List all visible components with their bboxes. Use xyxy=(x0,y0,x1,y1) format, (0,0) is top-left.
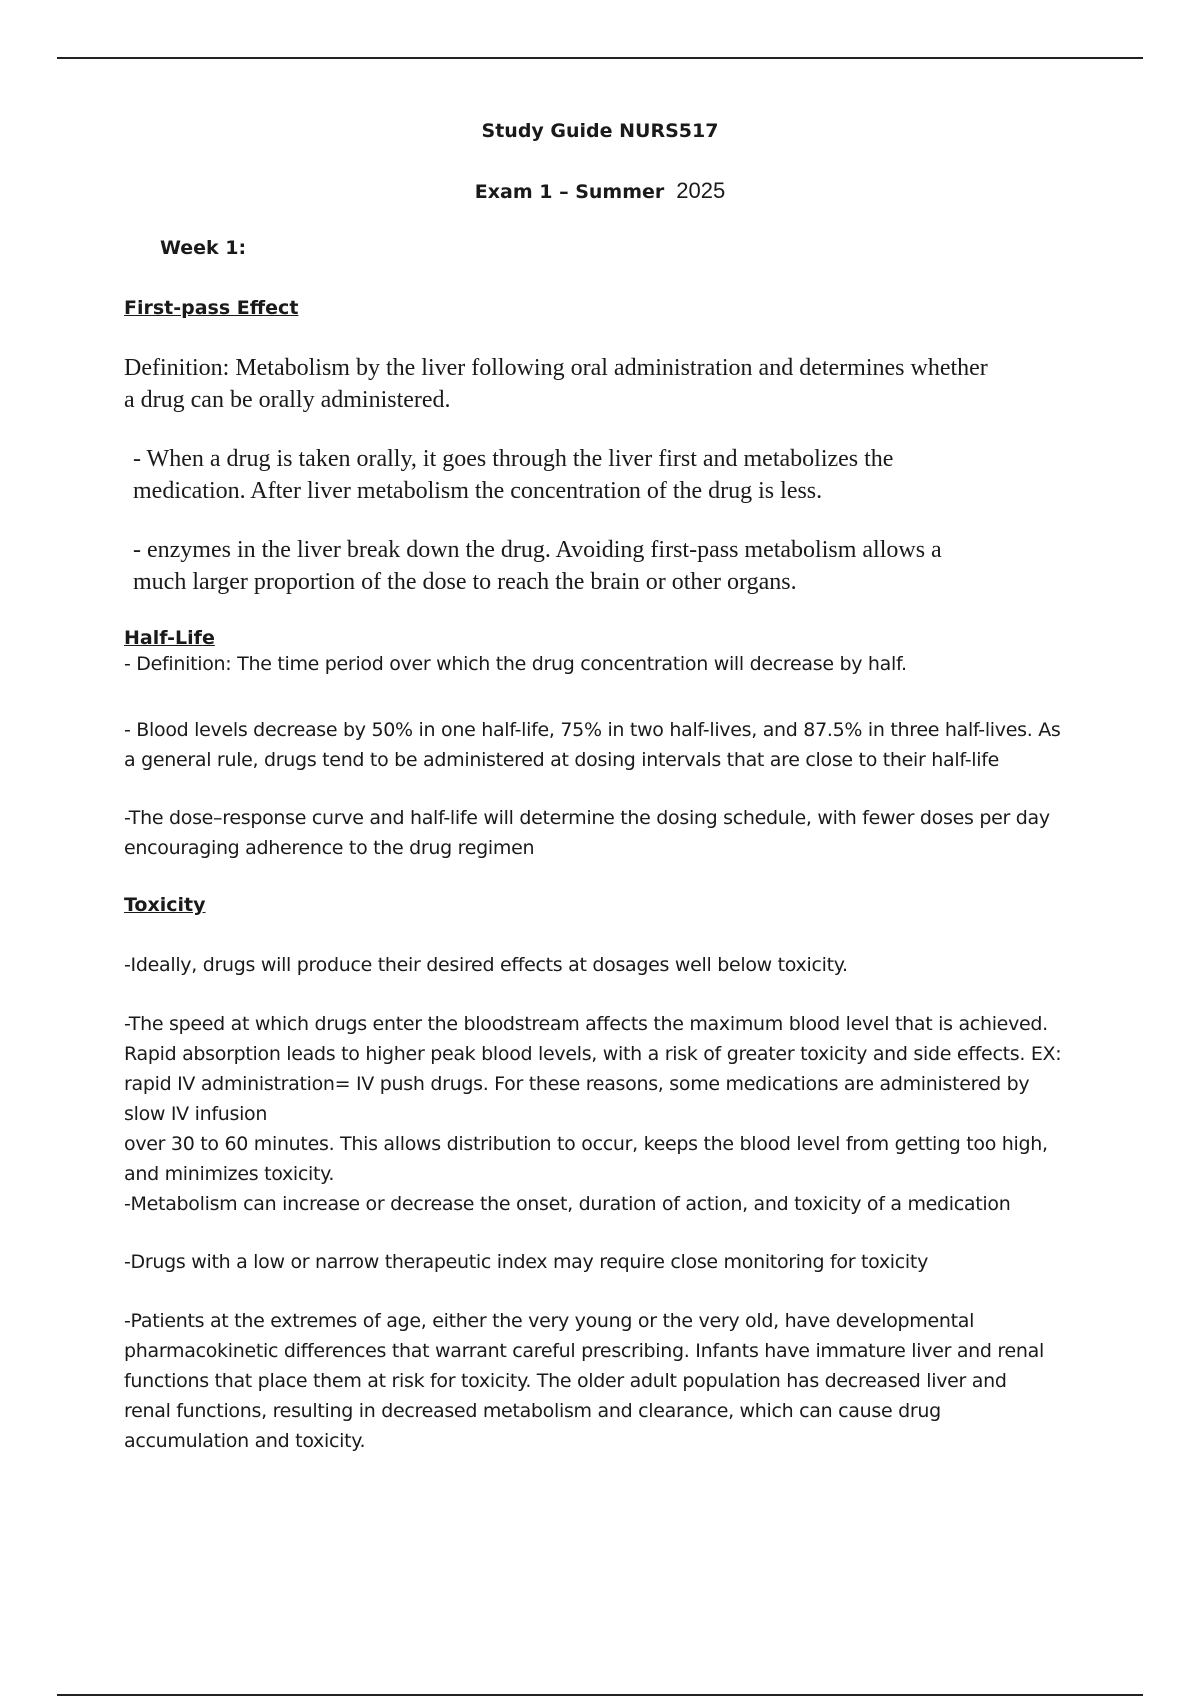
subtitle-year: 2025 xyxy=(676,178,726,203)
document-subtitle xyxy=(0,178,1200,204)
text-line: functions that place them at risk for toxicity. The older adult population has decreased liver and xyxy=(124,1370,1007,1392)
text-line: and minimizes toxicity. xyxy=(124,1163,335,1185)
document-title: Study Guide NURS517 xyxy=(481,120,719,142)
text-line: rapid IV administration= IV push drugs. For these reasons, some medications are administered by xyxy=(124,1073,1030,1095)
footer-rule xyxy=(57,1694,1143,1696)
text-line: - Blood levels decrease by 50% in one half-life, 75% in two half-lives, and 87.5% in three half-lives. As xyxy=(124,719,1061,741)
first-pass-point-1 xyxy=(124,443,1133,507)
toxicity-age xyxy=(124,1306,1124,1456)
first-pass-point-2 xyxy=(124,534,1133,598)
header-rule xyxy=(57,57,1143,59)
text-line: -Patients at the extremes of age, either the very young or the very old, have developmental xyxy=(124,1310,975,1332)
text-line: -Metabolism can increase or decrease the onset, duration of action, and toxicity of a medication xyxy=(124,1193,1011,1215)
text-line: medication. After liver metabolism the concentration of the drug is less. xyxy=(133,478,823,504)
text-line: - Definition: The time period over which the drug concentration will decrease by half. xyxy=(124,653,907,675)
text-line: renal functions, resulting in decreased metabolism and clearance, which can cause drug xyxy=(124,1400,941,1422)
text-line: -The speed at which drugs enter the bloodstream affects the maximum blood level that is achieved. xyxy=(124,1013,1048,1035)
half-life-dosing xyxy=(124,803,1124,863)
text-line: a drug can be orally administered. xyxy=(124,387,451,413)
heading-first-pass: First-pass Effect xyxy=(124,297,299,319)
heading-toxicity: Toxicity xyxy=(124,894,206,916)
text-line: slow IV infusion xyxy=(124,1103,268,1125)
week-label: Week 1: xyxy=(160,237,247,259)
subtitle-text: Exam 1 – Summer xyxy=(474,181,665,203)
text-line: Definition: Metabolism by the liver following oral administration and determines whether xyxy=(124,355,988,381)
section-half-life xyxy=(124,627,1124,679)
section-toxicity xyxy=(124,894,1124,916)
toxicity-therapeutic-index xyxy=(124,1247,1124,1277)
text-line: -Drugs with a low or narrow therapeutic index may require close monitoring for toxicity xyxy=(124,1251,929,1273)
text-line: accumulation and toxicity. xyxy=(124,1430,366,1452)
text-line: -Ideally, drugs will produce their desired effects at dosages well below toxicity. xyxy=(124,954,848,976)
toxicity-ideal xyxy=(124,950,1124,980)
toxicity-speed xyxy=(124,1009,1124,1219)
text-line: -The dose–response curve and half-life will determine the dosing schedule, with fewer doses per day xyxy=(124,807,1050,829)
section-first-pass xyxy=(124,297,1124,319)
text-line: much larger proportion of the dose to reach the brain or other organs. xyxy=(133,569,797,595)
text-line: a general rule, drugs tend to be administered at dosing intervals that are close to their half-life xyxy=(124,749,999,771)
half-life-blood-levels xyxy=(124,715,1124,775)
heading-half-life: Half-Life xyxy=(124,627,215,649)
text-line: Rapid absorption leads to higher peak blood levels, with a risk of greater toxicity and side effects. EX: xyxy=(124,1043,1062,1065)
first-pass-definition xyxy=(124,352,1124,416)
text-line: - enzymes in the liver break down the drug. Avoiding first-pass metabolism allows a xyxy=(133,537,942,563)
text-line: over 30 to 60 minutes. This allows distribution to occur, keeps the blood level from getting too high, xyxy=(124,1133,1048,1155)
text-line: pharmacokinetic differences that warrant careful prescribing. Infants have immature liver and renal xyxy=(124,1340,1044,1362)
text-line: encouraging adherence to the drug regimen xyxy=(124,837,535,859)
text-line: - When a drug is taken orally, it goes through the liver first and metabolizes the xyxy=(133,446,894,472)
